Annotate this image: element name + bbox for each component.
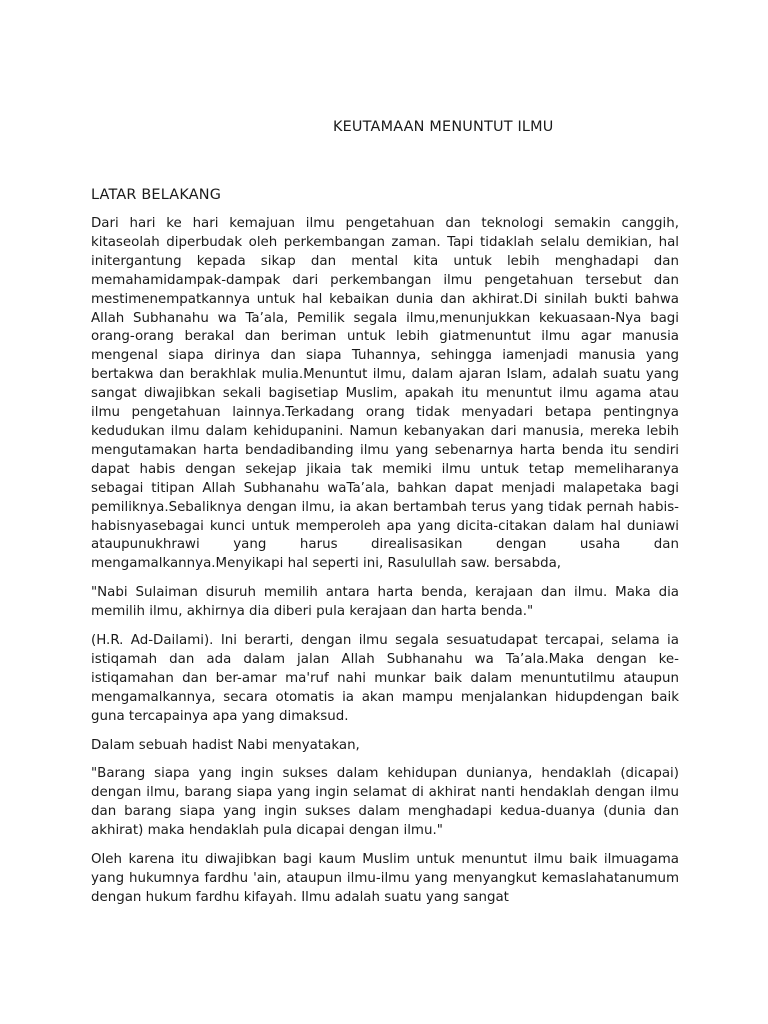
paragraph-quote-hadist: "Barang siapa yang ingin sukses dalam kehidupan dunianya, hendaklah (dicapai) dengan ilmu, barang siapa yang ingin selamat di akhirat nanti hendaklah dengan ilmu dan barang siapa yang ingin sukses dalam menghadapi kedua-duanya (dunia dan akhirat) maka hendaklah pula dicapai dengan ilmu." — [91, 766, 679, 839]
paragraph-quote-sulaiman: "Nabi Sulaiman disuruh memilih antara harta benda, kerajaan dan ilmu. Maka dia memilih ilmu, akhirnya dia diberi pula kerajaan dan harta benda." — [91, 585, 679, 620]
paragraph-intro: Dari hari ke hari kemajuan ilmu pengetahuan dan teknologi semakin canggih, kitaseolah diperbudak oleh perkembangan zaman. Tapi tidaklah selalu demikian, hal initergantung kepada sikap dan mental kita untuk lebih menghadapi dan memahamidampak-dampak dari perkembangan ilmu pengetahuan tersebut dan mestimenempatkannya untuk hal kebaikan dunia dan akhirat.Di sinilah bukti bahwa Allah Subhanahu wa Ta’ala, Pemilik segala ilmu,menunjukkan kekuasaan-Nya bagi orang-orang berakal dan beriman untuk lebih giatmenuntut ilmu agar manusia mengenal siapa dirinya dan siapa Tuhannya, sehingga iamenjadi manusia yang bertakwa dan berakhlak mulia.Menuntut ilmu, dalam ajaran Islam, adalah suatu yang sangat diwajibkan sekali bagisetiap Muslim, apakah itu menuntut ilmu agama atau ilmu pengetahuan lainnya.Terkadang orang tidak menyadari betapa pentingnya kedudukan ilmu dalam kehidupanini. Namun kebanyakan dari manusia, mereka lebih mengutamakan harta bendadibanding ilmu yang sebenarnya harta benda itu sendiri dapat habis dengan sekejap jikaia tak memiki ilmu untuk tetap memeliharanya sebagai titipan Allah Subhanahu waTa’ala, bahkan dapat menjadi malapetaka bagi pemiliknya.Sebaliknya dengan ilmu, ia akan bertambah terus yang tidak pernah habis-habisnyasebagai kunci untuk memperoleh apa yang dicita-citakan dalam hal duniawi ataupunukhrawi yang harus direalisasikan dengan usaha dan mengamalkannya.Menyikapi hal seperti ini, Rasulullah saw. bersabda, — [91, 216, 679, 572]
paragraph-hadist-intro: Dalam sebuah hadist Nabi menyatakan, — [91, 737, 360, 753]
paragraph-conclusion: Oleh karena itu diwajibkan bagi kaum Muslim untuk menuntut ilmu baik ilmuagama yang hukumnya fardhu 'ain, ataupun ilmu-ilmu yang menyangkut kemaslahatanumum dengan hukum fardhu kifayah. Ilmu adalah suatu yang sangat — [91, 852, 679, 905]
paragraph-hr-dailami: (H.R. Ad-Dailami). Ini berarti, dengan ilmu segala sesuatudapat tercapai, selama ia istiqamah dan ada dalam jalan Allah Subhanahu wa Ta’ala.Maka dengan ke-istiqamahan dan ber-amar ma'ruf nahi munkar baik dalam menuntutilmu ataupun mengamalkannya, secara otomatis ia akan mampu menjalankan hidupdengan baik guna tercapainya apa yang dimaksud. — [91, 633, 679, 724]
section-heading: LATAR BELAKANG — [91, 187, 222, 203]
document-title: KEUTAMAAN MENUNTUT ILMU — [333, 119, 554, 135]
